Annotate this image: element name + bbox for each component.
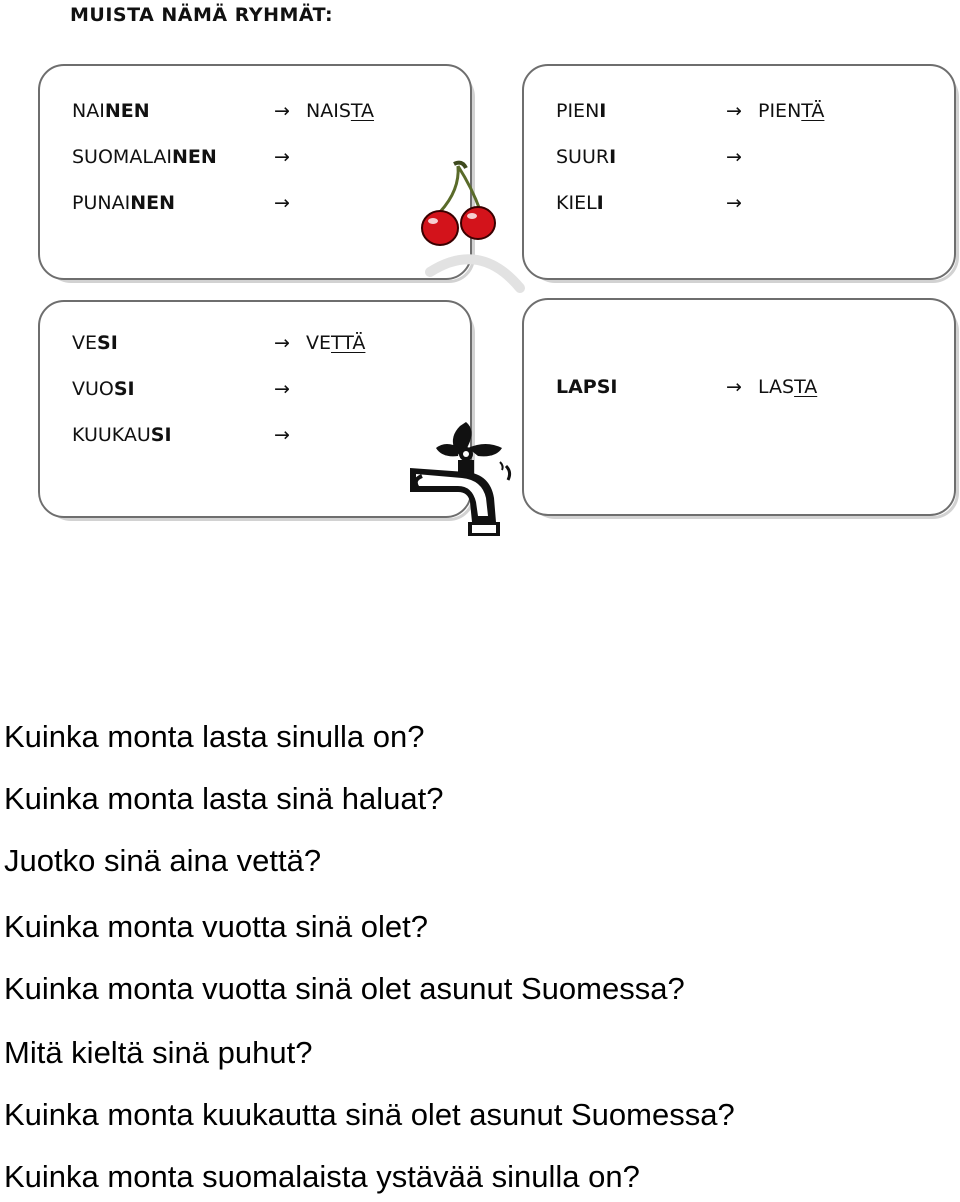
- word-stem: PUNAI: [72, 192, 131, 214]
- arrow-icon: →: [274, 378, 290, 400]
- word-ending: I: [596, 192, 604, 214]
- result-stem: PIEN: [758, 100, 802, 122]
- word-stem: SUUR: [556, 146, 610, 168]
- result-stem: NAIS: [306, 100, 351, 122]
- arrow-icon: →: [726, 146, 742, 168]
- arrow-icon: →: [274, 192, 290, 214]
- word-ending: NEN: [171, 146, 217, 168]
- question-text: Kuinka monta lasta sinä haluat?: [4, 781, 444, 816]
- group-box-lapsi: [522, 298, 956, 516]
- word-stem: KUUKAU: [72, 424, 151, 446]
- question-text: Kuinka monta kuukautta sinä olet asunut Suomessa?: [4, 1097, 735, 1132]
- cherries-icon: [410, 160, 530, 290]
- word-ending: I: [599, 100, 607, 122]
- word-stem: KIEL: [556, 192, 597, 214]
- question-text: Kuinka monta suomalaista ystävää sinulla on?: [4, 1159, 640, 1194]
- arrow-icon: →: [726, 192, 742, 214]
- word-ending: I: [609, 146, 617, 168]
- word-ending: SI: [97, 332, 118, 354]
- result-ending: TTÄ: [331, 332, 366, 354]
- result-ending: TA: [350, 100, 375, 122]
- word-stem: VE: [72, 332, 98, 354]
- word-stem: SUOMALAI: [72, 146, 172, 168]
- group-box-nen: [38, 64, 472, 280]
- arrow-icon: →: [274, 146, 290, 168]
- result-ending: TÄ: [801, 100, 825, 122]
- question-text: Juotko sinä aina vettä?: [4, 843, 322, 878]
- arrow-icon: →: [274, 332, 290, 354]
- result-stem: LAS: [758, 376, 795, 398]
- arrow-icon: →: [726, 376, 742, 398]
- word-ending: SI: [113, 378, 135, 400]
- page-heading: MUISTA NÄMÄ RYHMÄT:: [70, 4, 334, 26]
- word-stem: VUO: [72, 378, 114, 400]
- result-ending: TA: [794, 376, 818, 398]
- water-tap-icon: [402, 418, 522, 550]
- word-ending: NEN: [130, 192, 175, 214]
- result-stem: VE: [306, 332, 332, 354]
- word-stem: NAI: [72, 100, 105, 122]
- word-ending: SI: [596, 376, 618, 398]
- word-stem: PIEN: [556, 100, 600, 122]
- arrow-icon: →: [726, 100, 742, 122]
- word-ending: SI: [150, 424, 172, 446]
- arrow-icon: →: [274, 100, 290, 122]
- arrow-icon: →: [274, 424, 290, 446]
- word-stem: LAP: [556, 376, 597, 398]
- question-text: Kuinka monta vuotta sinä olet asunut Suomessa?: [4, 971, 685, 1006]
- question-text: Mitä kieltä sinä puhut?: [4, 1035, 313, 1070]
- word-ending: NEN: [104, 100, 150, 122]
- group-box-i: [522, 64, 956, 280]
- question-text: Kuinka monta lasta sinulla on?: [4, 719, 425, 754]
- question-text: Kuinka monta vuotta sinä olet?: [4, 909, 428, 944]
